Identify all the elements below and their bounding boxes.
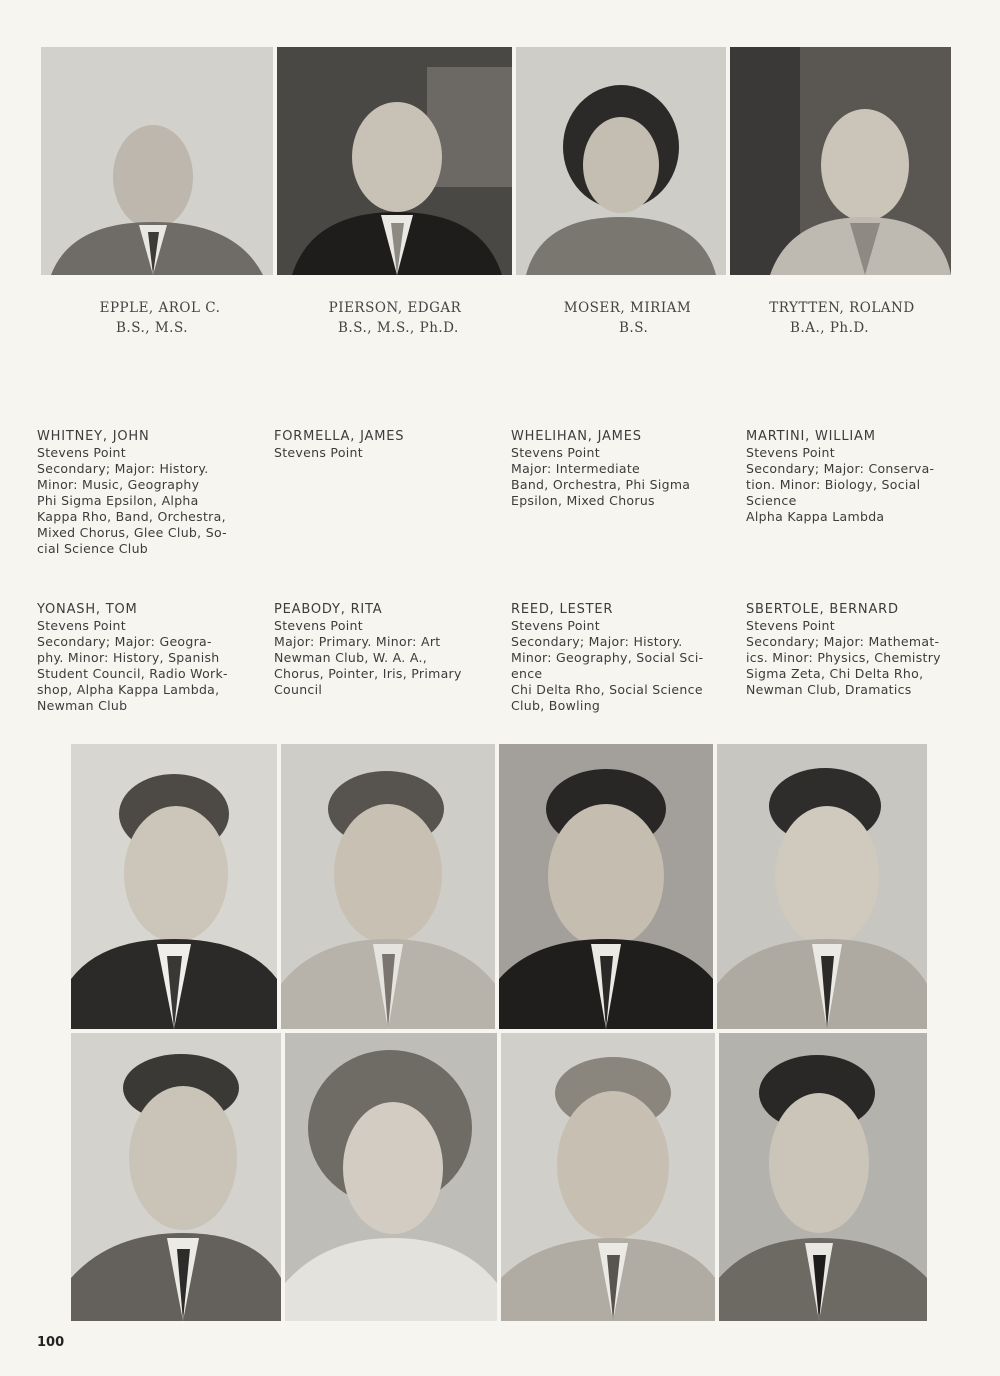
faculty-caption-moser — [540, 298, 715, 338]
student-photo-whitney — [71, 744, 277, 1029]
student-name: MARTINI, WILLIAM — [746, 429, 876, 444]
bio-line: Stevens Point — [37, 618, 126, 633]
faculty-name: EPPLE, AROL C. — [99, 300, 221, 316]
bio-line: Alpha Kappa Lambda — [746, 509, 885, 524]
student-photo-sbertole — [719, 1033, 927, 1321]
bio-line: Newman Club — [37, 698, 128, 713]
bio-line: Stevens Point — [511, 445, 600, 460]
student-photo-peabody — [285, 1033, 497, 1321]
bio-line: Club, Bowling — [511, 698, 601, 713]
bio-line: Chi Delta Rho, Social Science — [511, 682, 703, 697]
faculty-photo-epple — [41, 47, 273, 275]
bio-line: Epsilon, Mixed Chorus — [511, 493, 655, 508]
student-bio-whelihan — [511, 429, 729, 509]
bio-line: Stevens Point — [274, 445, 363, 460]
bio-line: Kappa Rho, Band, Orchestra, — [37, 509, 226, 524]
bio-line: phy. Minor: History, Spanish — [37, 650, 220, 665]
bio-line: shop, Alpha Kappa Lambda, — [37, 682, 220, 697]
faculty-name: MOSER, MIRIAM — [563, 300, 692, 316]
bio-line: Band, Orchestra, Phi Sigma — [511, 477, 691, 492]
bio-line: Newman Club, Dramatics — [746, 682, 912, 697]
student-photo-formella — [281, 744, 495, 1029]
faculty-name: PIERSON, EDGAR — [328, 300, 462, 316]
student-photo-martini — [717, 744, 927, 1029]
faculty-caption-epple — [70, 298, 250, 338]
student-photo-reed — [501, 1033, 715, 1321]
bio-line: Secondary; Major: History. — [511, 634, 683, 649]
bio-line: ics. Minor: Physics, Chemistry — [746, 650, 941, 665]
bio-line: Secondary; Major: Geogra- — [37, 634, 212, 649]
faculty-degrees: B.A., Ph.D. — [790, 320, 870, 336]
student-name: WHITNEY, JOHN — [37, 429, 150, 444]
faculty-photo-pierson — [277, 47, 512, 275]
bio-line: Stevens Point — [746, 445, 835, 460]
bio-line: Newman Club, W. A. A., — [274, 650, 428, 665]
faculty-degrees: B.S., M.S., Ph.D. — [338, 320, 459, 336]
faculty-degrees: B.S., M.S. — [116, 320, 189, 336]
student-bio-martini — [746, 429, 964, 525]
faculty-photo-moser — [516, 47, 726, 275]
bio-line: Stevens Point — [37, 445, 126, 460]
bio-line: Mixed Chorus, Glee Club, So- — [37, 525, 227, 540]
student-bio-reed — [511, 602, 729, 714]
bio-line: Major: Intermediate — [511, 461, 641, 476]
bio-line: Phi Sigma Epsilon, Alpha — [37, 493, 199, 508]
bio-line: ence — [511, 666, 543, 681]
bio-line: Stevens Point — [274, 618, 363, 633]
faculty-caption-pierson — [300, 298, 490, 338]
bio-line: Science — [746, 493, 797, 508]
student-name: WHELIHAN, JAMES — [511, 429, 642, 444]
faculty-photo-trytten — [730, 47, 951, 275]
student-bio-sbertole — [746, 602, 964, 698]
student-photo-yonash — [71, 1033, 281, 1321]
faculty-caption-trytten — [752, 298, 932, 338]
student-name: SBERTOLE, BERNARD — [746, 602, 899, 617]
bio-line: Secondary; Major: History. — [37, 461, 209, 476]
student-bio-peabody — [274, 602, 492, 698]
bio-line: Council — [274, 682, 323, 697]
faculty-degrees: B.S. — [619, 320, 649, 336]
student-name: REED, LESTER — [511, 602, 614, 617]
student-name: PEABODY, RITA — [274, 602, 383, 617]
faculty-name: TRYTTEN, ROLAND — [769, 300, 915, 316]
bio-line: Minor: Geography, Social Sci- — [511, 650, 704, 665]
student-bio-yonash — [37, 602, 255, 714]
bio-line: Student Council, Radio Work- — [37, 666, 228, 681]
bio-line: Minor: Music, Geography — [37, 477, 200, 492]
student-photo-whelihan — [499, 744, 713, 1029]
bio-line: Stevens Point — [746, 618, 835, 633]
student-bio-formella — [274, 429, 492, 461]
bio-line: Stevens Point — [511, 618, 600, 633]
bio-line: cial Science Club — [37, 541, 149, 556]
bio-line: Chorus, Pointer, Iris, Primary — [274, 666, 462, 681]
student-name: YONASH, TOM — [37, 602, 138, 617]
bio-line: tion. Minor: Biology, Social — [746, 477, 921, 492]
page-number: 100 — [37, 1335, 65, 1350]
bio-line: Secondary; Major: Conserva- — [746, 461, 935, 476]
bio-line: Major: Primary. Minor: Art — [274, 634, 441, 649]
student-name: FORMELLA, JAMES — [274, 429, 405, 444]
student-bio-whitney — [37, 429, 255, 557]
bio-line: Sigma Zeta, Chi Delta Rho, — [746, 666, 924, 681]
bio-line: Secondary; Major: Mathemat- — [746, 634, 940, 649]
